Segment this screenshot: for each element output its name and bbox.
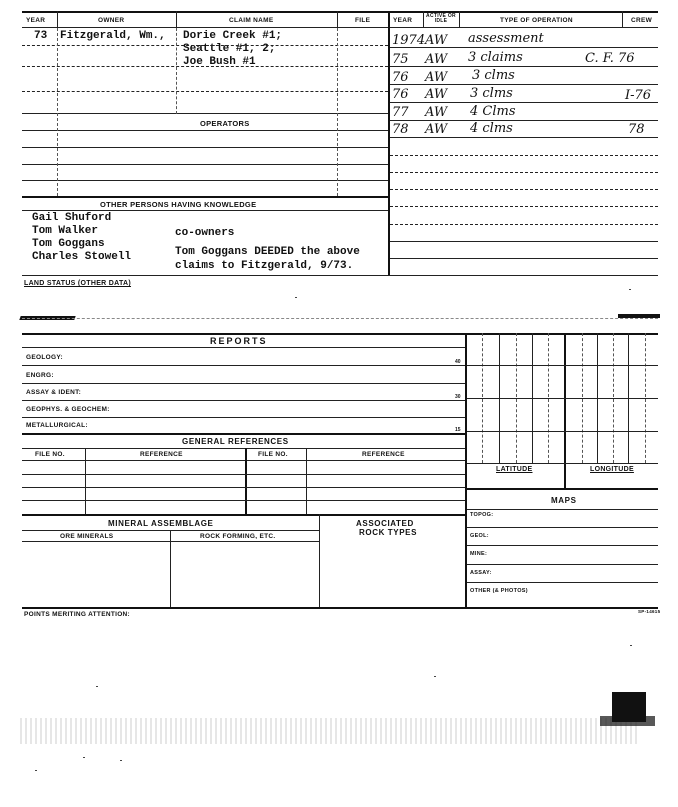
maps-topog: TOPOG: xyxy=(470,512,494,518)
col-reference: REFERENCE xyxy=(140,451,183,458)
maps-title: MAPS xyxy=(551,496,577,505)
land-status-label: LAND STATUS (OTHER DATA) xyxy=(24,280,132,287)
other-person-4: Charles Stowell xyxy=(32,251,132,263)
deed-note-line-2: claims to Fitzgerald, 9/73. xyxy=(175,260,354,272)
col-reference-2: REFERENCE xyxy=(362,451,405,458)
scan-speck xyxy=(35,770,37,771)
other-persons-label: OTHER PERSONS HAVING KNOWLEDGE xyxy=(100,200,257,209)
other-person-1: Gail Shuford xyxy=(32,212,112,224)
scan-speck xyxy=(629,289,631,290)
header-active-or-idle: ACTIVE OR IDLE xyxy=(426,13,456,24)
maps-mine: MINE: xyxy=(470,551,488,557)
scan-speck xyxy=(96,686,98,687)
longitude-label: LONGITUDE xyxy=(590,466,634,473)
activity-operation-6: 4 clms xyxy=(470,121,513,136)
other-persons-relation: co-owners xyxy=(175,227,235,239)
scan-speck xyxy=(295,297,297,298)
claim-name-2: Seattle #1, 2; xyxy=(183,43,276,55)
associated-label: ASSOCIATED xyxy=(356,519,414,528)
activity-operation-3: 3 clms xyxy=(472,68,515,83)
activity-status-2: AW xyxy=(425,52,448,67)
header-owner: OWNER xyxy=(98,17,125,24)
general-references-title: GENERAL REFERENCES xyxy=(182,437,289,446)
activity-crew-2: C. F. 76 xyxy=(585,51,635,66)
activity-operation-5: 4 Clms xyxy=(470,104,516,119)
points-meriting-attention-label: POINTS MERITING ATTENTION: xyxy=(24,611,131,618)
activity-status-3: AW xyxy=(425,70,448,85)
maps-geol: GEOL: xyxy=(470,533,489,539)
rock-forming-label: ROCK FORMING, ETC. xyxy=(200,533,276,540)
activity-operation-1: assessment xyxy=(468,31,544,46)
activity-crew-4: I-76 xyxy=(625,88,652,103)
claim-name-3: Joe Bush #1 xyxy=(183,56,256,68)
header-file: FILE xyxy=(355,17,371,24)
ore-minerals-label: ORE MINERALS xyxy=(60,533,114,540)
activity-year-6: 78 xyxy=(392,122,409,137)
reports-geology-num: 40 xyxy=(455,359,461,365)
activity-year-2: 75 xyxy=(392,52,409,67)
maps-assay: ASSAY: xyxy=(470,570,492,576)
scan-speck xyxy=(434,676,436,677)
claim-owner: Fitzgerald, Wm., xyxy=(60,30,166,42)
activity-status-5: AW xyxy=(425,105,448,120)
header-year: YEAR xyxy=(26,17,46,24)
scan-noise-band xyxy=(20,718,640,744)
col-file-no-2: FILE NO. xyxy=(258,451,288,458)
activity-year-5: 77 xyxy=(392,105,409,120)
claim-name-1: Dorie Creek #1; xyxy=(183,30,283,42)
activity-status-1: AW xyxy=(425,33,448,48)
reports-metallurgical: METALLURGICAL: xyxy=(26,422,88,429)
other-person-2: Tom Walker xyxy=(32,225,99,237)
scan-speck xyxy=(83,757,85,758)
reports-assay-num: 30 xyxy=(455,394,461,400)
header-year-2: YEAR xyxy=(393,17,413,24)
other-person-3: Tom Goggans xyxy=(32,238,105,250)
form-number: SP-14615 xyxy=(638,609,661,614)
latitude-label: LATITUDE xyxy=(496,466,533,473)
maps-other: OTHER (& PHOTOS) xyxy=(470,588,528,594)
reports-metallurgical-num: 15 xyxy=(455,427,461,433)
activity-year-4: 76 xyxy=(392,87,409,102)
reports-title: REPORTS xyxy=(210,336,268,346)
reports-geology: GEOLOGY: xyxy=(26,354,63,361)
header-type-of-operation: TYPE OF OPERATION xyxy=(500,17,573,24)
reports-engrg: ENGRG: xyxy=(26,372,54,379)
activity-year-3: 76 xyxy=(392,70,409,85)
reports-geophys: GEOPHYS. & GEOCHEM: xyxy=(26,406,110,413)
rock-types-label: ROCK TYPES xyxy=(359,528,418,537)
activity-operation-2: 3 claims xyxy=(468,50,523,65)
reports-assay: ASSAY & IDENT: xyxy=(26,389,82,396)
activity-status-4: AW xyxy=(425,87,448,102)
operators-label: OPERATORS xyxy=(200,119,250,128)
scan-speck xyxy=(120,760,122,761)
activity-year-1: 1974 xyxy=(392,33,426,48)
col-file-no: FILE NO. xyxy=(35,451,65,458)
activity-operation-4: 3 clms xyxy=(470,86,513,101)
header-crew: CREW xyxy=(631,17,653,24)
header-claim-name: CLAIM NAME xyxy=(229,17,274,24)
mineral-assemblage-title: MINERAL ASSEMBLAGE xyxy=(108,519,214,528)
scan-speck xyxy=(630,645,632,646)
scan-artifact-block xyxy=(600,716,655,726)
activity-status-6: AW xyxy=(425,122,448,137)
claim-year: 73 xyxy=(34,30,48,42)
activity-crew-6: 78 xyxy=(628,122,645,137)
deed-note-line-1: Tom Goggans DEEDED the above xyxy=(175,246,360,258)
